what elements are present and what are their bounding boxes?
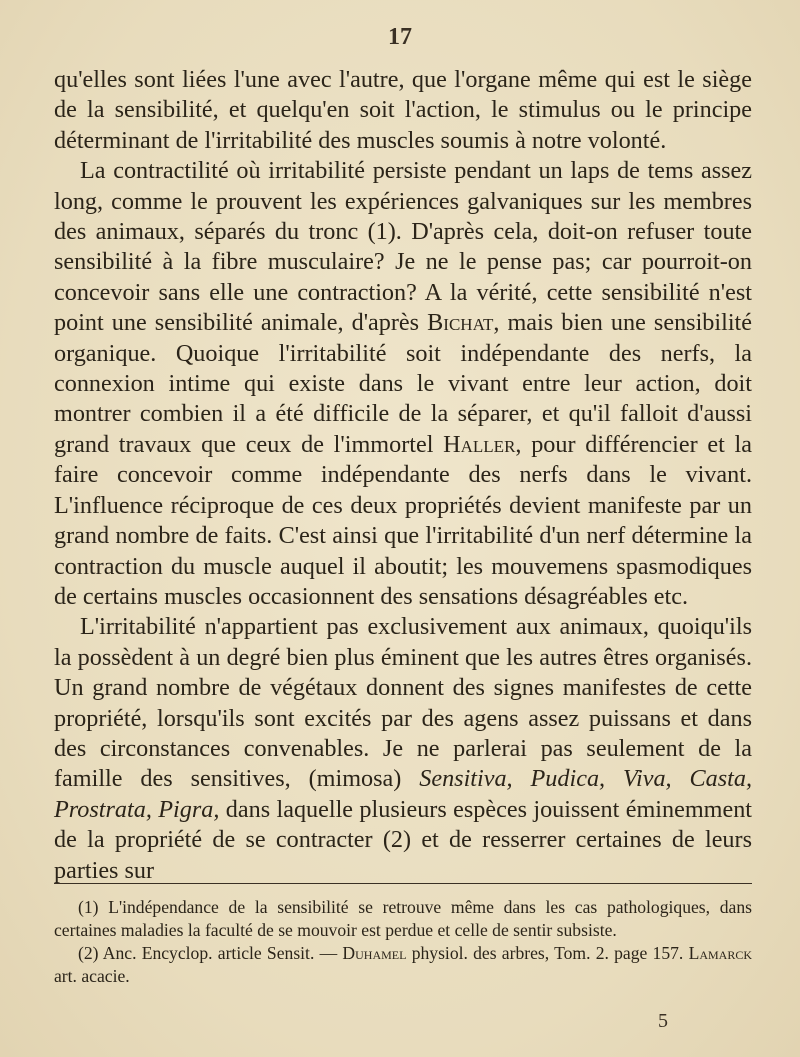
footnote-2	[54, 942, 752, 988]
main-text	[54, 65, 752, 886]
author-lamarck: Lamarck	[688, 943, 753, 963]
page-number: 17	[388, 24, 412, 50]
author-haller: Haller	[443, 430, 516, 458]
author-bichat: Bichat	[427, 309, 494, 337]
footnote-1: (1) L'indépendance de la sensibilité se retrouve même dans les cas pathologiques, dans certaines maladies la faculté de se mouvoir est perdue et celle de sentir subsiste.	[54, 897, 752, 940]
paragraph-3-part-b: dans laquelle plusieurs espèces jouissent éminemment de la propriété de se contracter (2) et de resserrer certaines de leurs parties sur	[54, 795, 753, 884]
paragraph-2-part-b: , mais bien une sensibilité organique. Quoique l'irritabilité soit indépendante des nerfs, la connexion intime qui existe dans le vivant entre leur action, doit montrer combien il a été difficile de la séparer, et qu'il falloit d'aussi grand travaux que ceux de l'immortel	[54, 309, 753, 458]
species-list: Sensitiva, Pudica, Viva, Casta, Prostrata, Pigra,	[54, 765, 752, 823]
author-duhamel: Duhamel	[342, 943, 407, 963]
footnote-2-part-c: art. acacie.	[54, 966, 130, 986]
paragraph-2-part-c: , pour différencier et la faire concevoir comme indépendante des nerfs dans le vivant. L'influence réciproque de ces deux propriétés devient manifeste par un grand nombre de faits. C'est ainsi que l'irritabilité d'un nerf détermine la contraction du muscle auquel il aboutit; les mouvemens spasmodiques de certains muscles occasionnent des sensations désagréables etc.	[54, 430, 752, 610]
paragraph-3-part-a: L'irritabilité n'appartient pas exclusivement aux animaux, quoiqu'ils la possèdent à un degré bien plus éminent que les autres êtres organisés. Un grand nombre de végétaux donnent des signes manifestes de cette propriété, lorsqu'ils sont excités par des agens assez puissans et dans des circonstances convenables. Je ne parlerai pas seulement de la famille des sensitives, (mimosa)	[54, 613, 752, 793]
paragraph-2	[54, 156, 752, 612]
footnote-2-part-a: (2) Anc. Encyclop. article Sensit. —	[78, 943, 338, 963]
footnotes	[54, 896, 752, 988]
paragraph-1: qu'elles sont liées l'une avec l'autre, que l'organe même qui est le siège de la sensibilité, et quelqu'en soit l'action, le stimulus ou le principe déterminant de l'irritabilité des muscles soumis à notre volonté.	[54, 66, 752, 154]
signature-mark: 5	[658, 1010, 668, 1032]
paragraph-2-part-a: La contractilité où irritabilité persiste pendant un laps de tems assez long, comme le prouvent les expériences galvaniques sur les membres des animaux, séparés du tronc (1). D'après cela, doit-on refuser toute sensibilité à la fibre musculaire? Je ne le pense pas; car pourroit-on concevoir sans elle une contraction? A la vérité, cette sensibilité n'est point une sensibilité animale, d'après	[54, 157, 752, 337]
footnote-2-part-b: physiol. des arbres, Tom. 2. page 157.	[411, 943, 684, 963]
footnote-divider	[54, 883, 752, 884]
paragraph-3	[54, 612, 752, 886]
